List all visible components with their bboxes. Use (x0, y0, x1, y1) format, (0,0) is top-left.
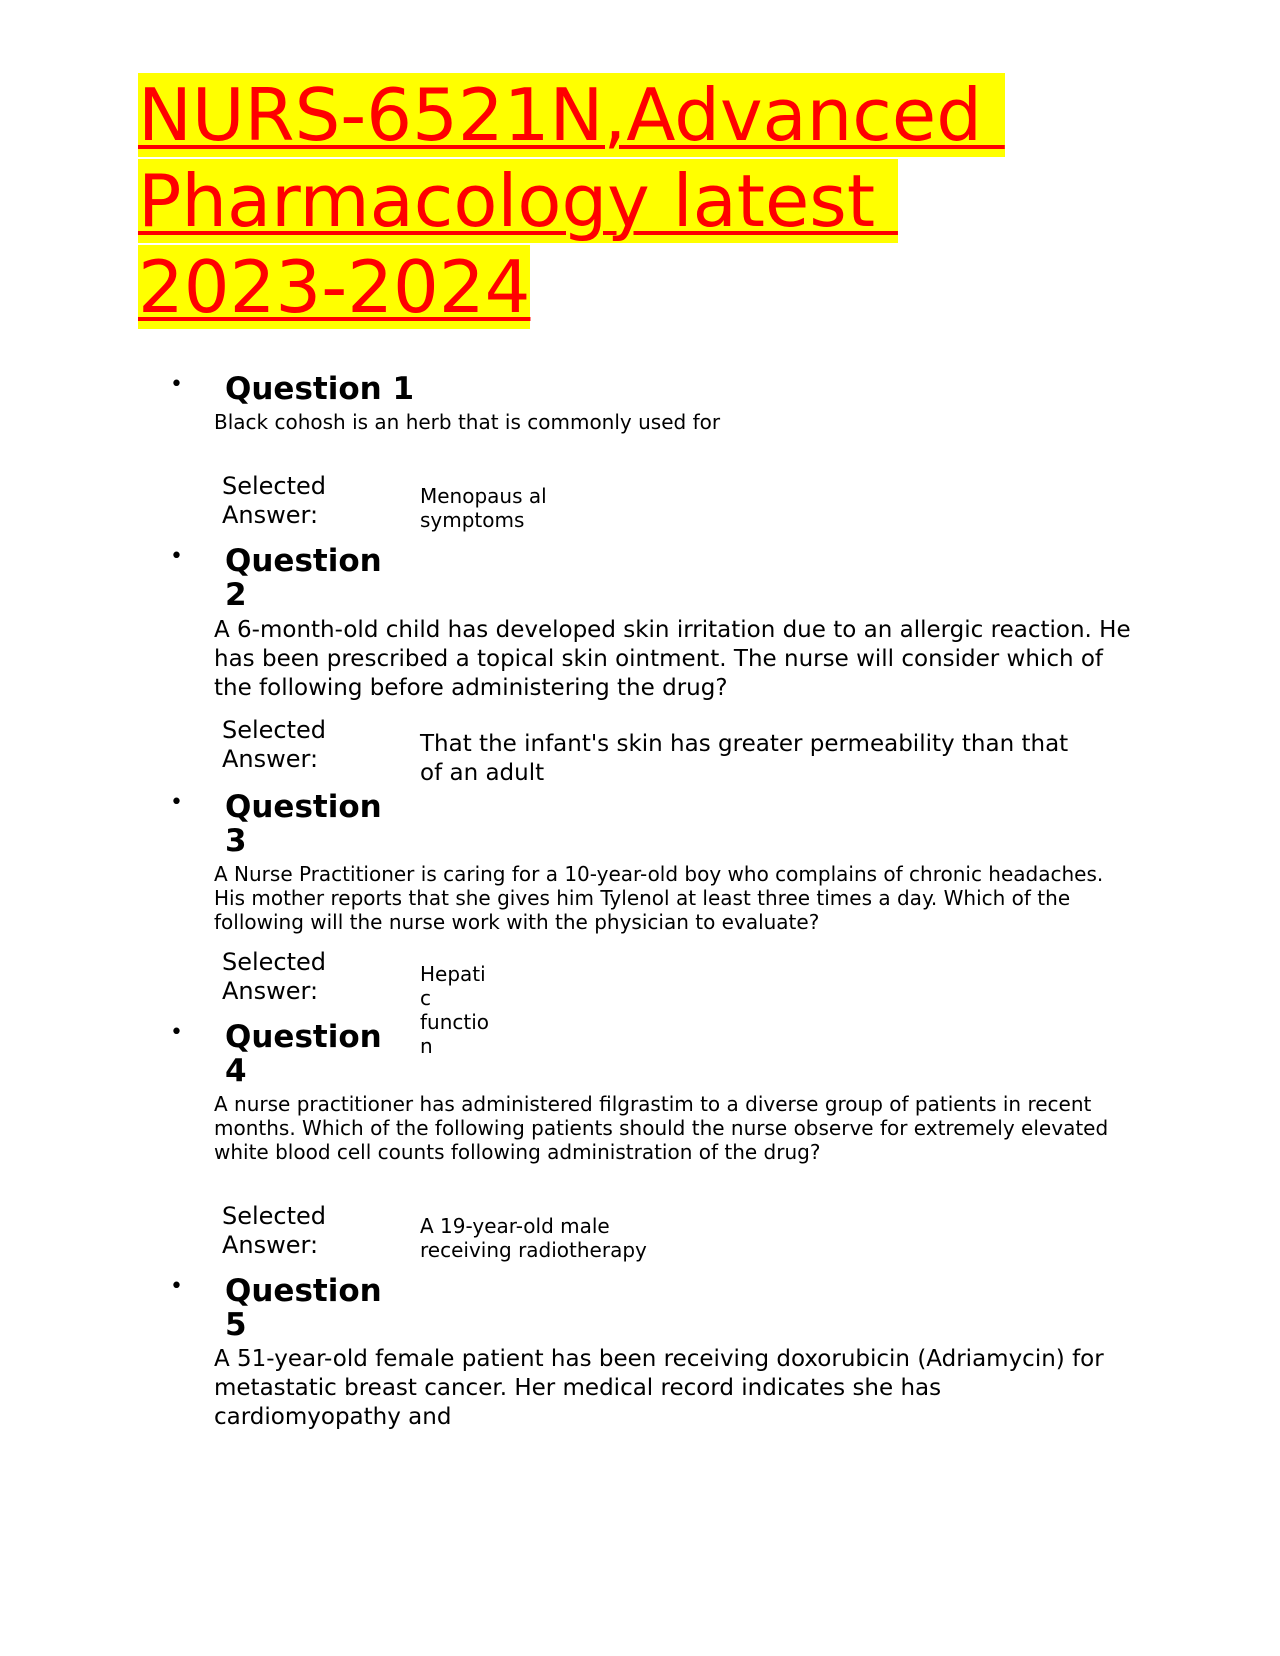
question-5-heading: Question 5 (225, 1273, 382, 1343)
question-4-text: A nurse practitioner has administered filgrastim to a diverse group of patients in recent months. Which of the following patients should the nurse observe for extremely elevated white blood cell counts following administration of the drug? (214, 1092, 1109, 1164)
question-3-heading: Question 3 (225, 789, 382, 859)
question-4-answer: A 19-year-old male receiving radiotherapy (420, 1214, 647, 1262)
question-1-heading: Question 1 (225, 371, 415, 407)
question-2-answer: That the infant's skin has greater permeability than that of an adult (420, 731, 1069, 786)
question-3-answer: Hepati c functio n (420, 962, 490, 1058)
bullet-icon: • (170, 1274, 183, 1299)
question-4-heading: Question 4 (225, 1019, 382, 1089)
question-1-text: Black cohosh is an herb that is commonly used for (214, 410, 721, 434)
question-2-text: A 6-month-old child has developed skin irritation due to an allergic reaction. He has been prescribed a topical skin ointment. The nurse will consider which of the following before administering the drug? (214, 617, 1131, 701)
bullet-icon: • (170, 544, 183, 569)
question-5-text: A 51-year-old female patient has been receiving doxorubicin (Adriamycin) for metastatic breast cancer. Her medical record indicates she has cardiomyopathy and (214, 1346, 1104, 1430)
question-2-heading: Question 2 (225, 543, 382, 613)
title-line-2: Pharmacology latest (138, 159, 898, 243)
document-title (138, 72, 1138, 330)
selected-answer-label: Selected Answer: (222, 1202, 327, 1259)
question-3-text: A Nurse Practitioner is caring for a 10-year-old boy who complains of chronic headaches. His mother reports that she gives him Tylenol at least three times a day. Which of the following will the nurse work with the physician to evaluate? (214, 862, 1104, 934)
title-line-1: NURS-6521N,Advanced (138, 73, 1005, 157)
question-1-answer: Menopaus al symptoms (420, 484, 547, 532)
title-line-3: 2023-2024 (138, 245, 531, 329)
bullet-icon: • (170, 372, 183, 397)
selected-answer-label: Selected Answer: (222, 472, 327, 529)
selected-answer-label: Selected Answer: (222, 716, 327, 773)
bullet-icon: • (170, 790, 183, 815)
selected-answer-label: Selected Answer: (222, 948, 327, 1005)
bullet-icon: • (170, 1020, 183, 1045)
